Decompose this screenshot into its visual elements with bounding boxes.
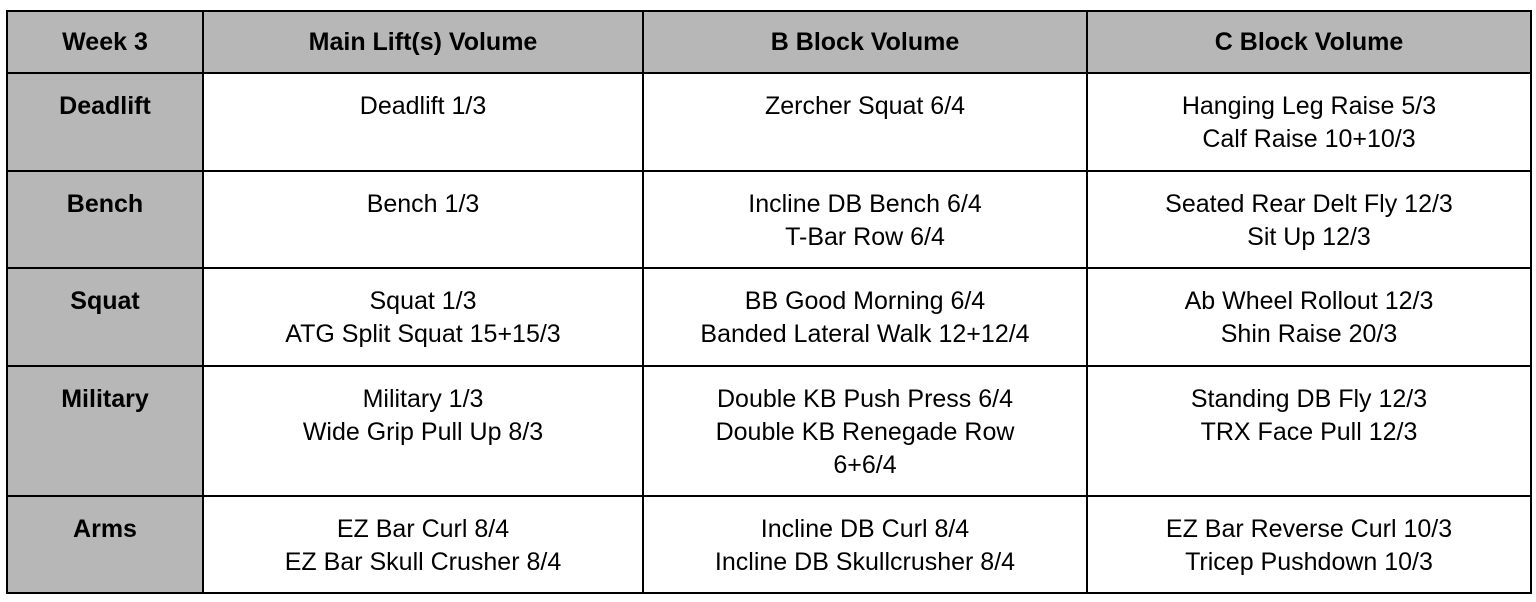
table-row	[7, 496, 1531, 593]
b-block-cell	[643, 73, 1087, 171]
header-b-block-volume: B Block Volume	[643, 11, 1087, 73]
c-block-cell	[1087, 496, 1531, 593]
c-block-cell	[1087, 73, 1531, 171]
exercise-line: Standing DB Fly 12/3	[1190, 385, 1428, 413]
exercise-line: EZ Bar Curl 8/4	[336, 515, 510, 543]
exercise-line: Banded Lateral Walk 12+12/4	[700, 320, 1030, 348]
exercise-line: Double KB Push Press 6/4	[717, 385, 1013, 413]
exercise-line: Zercher Squat 6/4	[764, 92, 966, 120]
main-lift-cell	[203, 366, 643, 496]
exercise-line: EZ Bar Skull Crusher 8/4	[284, 548, 562, 576]
header-week: Week 3	[7, 11, 203, 73]
header-main-lift-volume: Main Lift(s) Volume	[203, 11, 643, 73]
b-block-cell	[643, 496, 1087, 593]
exercise-line: Incline DB Curl 8/4	[760, 515, 970, 543]
exercise-line: Calf Raise 10+10/3	[1202, 125, 1416, 153]
main-lift-cell	[203, 171, 643, 268]
table-row	[7, 73, 1531, 171]
exercise-line: Bench 1/3	[366, 190, 480, 218]
row-day-label: Military	[7, 366, 203, 496]
exercise-line: Seated Rear Delt Fly 12/3	[1165, 190, 1453, 218]
c-block-cell	[1087, 268, 1531, 366]
exercise-line: Military 1/3	[362, 385, 484, 413]
row-day-label: Squat	[7, 268, 203, 366]
c-block-cell	[1087, 366, 1531, 496]
exercise-line: T-Bar Row 6/4	[785, 223, 945, 251]
exercise-line: Hanging Leg Raise 5/3	[1181, 92, 1437, 120]
b-block-cell	[643, 366, 1087, 496]
row-day-label: Arms	[7, 496, 203, 593]
row-day-label: Deadlift	[7, 73, 203, 171]
exercise-line: EZ Bar Reverse Curl 10/3	[1165, 515, 1453, 543]
header-c-block-volume: C Block Volume	[1087, 11, 1531, 73]
exercise-line: Tricep Pushdown 10/3	[1185, 548, 1433, 576]
table-row	[7, 366, 1531, 496]
header-row	[7, 11, 1531, 73]
main-lift-cell	[203, 73, 643, 171]
c-block-cell	[1087, 171, 1531, 268]
exercise-line: Incline DB Skullcrusher 8/4	[714, 548, 1016, 576]
exercise-line: ATG Split Squat 15+15/3	[285, 320, 561, 348]
exercise-line: Double KB Renegade Row	[715, 418, 1015, 446]
exercise-line: Squat 1/3	[369, 287, 477, 315]
exercise-line: Shin Raise 20/3	[1220, 320, 1398, 348]
b-block-cell	[643, 268, 1087, 366]
exercise-line: Sit Up 12/3	[1247, 223, 1371, 251]
exercise-line: 6+6/4	[833, 451, 897, 479]
main-lift-cell	[203, 496, 643, 593]
main-lift-cell	[203, 268, 643, 366]
exercise-line: BB Good Morning 6/4	[744, 287, 986, 315]
exercise-line: TRX Face Pull 12/3	[1200, 418, 1418, 446]
row-day-label: Bench	[7, 171, 203, 268]
table-row	[7, 171, 1531, 268]
table-row	[7, 268, 1531, 366]
exercise-line: Wide Grip Pull Up 8/3	[302, 418, 544, 446]
exercise-line: Ab Wheel Rollout 12/3	[1184, 287, 1434, 315]
program-table	[6, 10, 1532, 594]
exercise-line: Deadlift 1/3	[359, 92, 487, 120]
b-block-cell	[643, 171, 1087, 268]
exercise-line: Incline DB Bench 6/4	[748, 190, 982, 218]
